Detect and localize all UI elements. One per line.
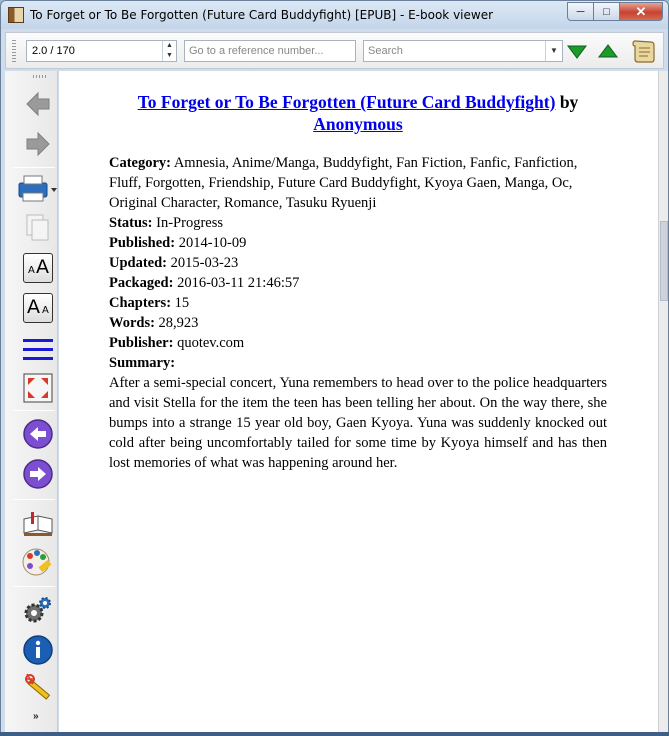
search-combobox[interactable] bbox=[363, 40, 563, 62]
font-small-glyph: A bbox=[42, 305, 49, 316]
fullscreen-icon[interactable] bbox=[21, 371, 55, 405]
metadata-row bbox=[109, 253, 607, 273]
more-icon[interactable]: » bbox=[33, 711, 39, 722]
font-small-glyph: A bbox=[28, 265, 35, 276]
table-of-contents-icon[interactable] bbox=[21, 333, 55, 367]
by-text: by bbox=[555, 92, 579, 112]
title-bar[interactable] bbox=[1, 1, 668, 29]
reference-input[interactable]: Go to a reference number... bbox=[184, 40, 356, 62]
metadata-label: Packaged: bbox=[109, 275, 174, 291]
book-content-view[interactable] bbox=[59, 71, 658, 733]
scrollbar-thumb[interactable] bbox=[660, 221, 668, 301]
font-large-glyph: A bbox=[36, 256, 49, 278]
metadata-value: quotev.com bbox=[173, 335, 245, 351]
metadata-value: 2014-10-09 bbox=[175, 235, 247, 251]
metadata-row bbox=[109, 233, 607, 253]
taskbar bbox=[0, 732, 669, 736]
metadata-value: 2015-03-23 bbox=[167, 255, 239, 271]
next-page-icon[interactable] bbox=[21, 457, 55, 491]
metadata-value: 2016-03-11 21:46:57 bbox=[173, 275, 300, 291]
previous-page-icon[interactable] bbox=[21, 417, 55, 451]
window-controls bbox=[567, 2, 663, 21]
summary-label-text: Summary: bbox=[109, 355, 176, 371]
preferences-icon[interactable] bbox=[21, 593, 55, 627]
sidebar-grip[interactable] bbox=[33, 75, 47, 78]
book-title-heading bbox=[109, 91, 607, 135]
reference-mode-icon[interactable] bbox=[21, 671, 55, 705]
find-next-down-icon[interactable] bbox=[566, 41, 588, 61]
metadata-label: Status: bbox=[109, 215, 153, 231]
font-larger-icon[interactable] bbox=[21, 251, 55, 285]
metadata-row bbox=[109, 333, 607, 353]
font-smaller-icon[interactable] bbox=[21, 291, 55, 325]
find-previous-up-icon[interactable] bbox=[597, 41, 619, 61]
spin-arrows[interactable] bbox=[162, 41, 176, 61]
sidebar-separator bbox=[13, 499, 55, 500]
forward-icon[interactable] bbox=[21, 127, 55, 161]
spin-up-icon[interactable]: ▲ bbox=[166, 42, 173, 49]
sidebar-separator bbox=[13, 410, 55, 411]
metadata-row bbox=[109, 213, 607, 233]
table-of-contents-scroll-icon[interactable] bbox=[630, 37, 656, 65]
position-spinbox[interactable] bbox=[26, 40, 177, 62]
back-icon[interactable] bbox=[21, 87, 55, 121]
metadata-row bbox=[109, 153, 607, 213]
close-button[interactable]: ✕ bbox=[620, 2, 663, 21]
search-input[interactable]: Search bbox=[368, 45, 403, 57]
info-icon[interactable] bbox=[21, 633, 55, 667]
print-icon[interactable] bbox=[15, 171, 61, 205]
summary-label bbox=[109, 353, 607, 373]
metadata-value: Amnesia, Anime/Manga, Buddyfight, Fan Fiction, Fanfic, Fanfiction, Fluff, Forgotten, Friendship, Future Card Buddyfight, Kyoya Gaen, Manga, Oc, Original Character, Romance, Tasuku Ryuenji bbox=[109, 155, 578, 211]
metadata-label: Updated: bbox=[109, 255, 168, 271]
position-value: 2.0 / 170 bbox=[32, 45, 75, 57]
left-toolbar bbox=[5, 71, 58, 733]
search-dropdown-icon[interactable]: ▼ bbox=[545, 41, 562, 61]
spin-down-icon[interactable]: ▼ bbox=[166, 52, 173, 59]
book-document bbox=[109, 91, 607, 473]
author-link[interactable]: Anonymous bbox=[313, 114, 403, 134]
metadata-row bbox=[109, 273, 607, 293]
metadata-label: Publisher: bbox=[109, 335, 174, 351]
bookmarks-icon[interactable] bbox=[21, 507, 55, 541]
top-toolbar bbox=[5, 32, 664, 69]
window-title: To Forget or To Be Forgotten (Future Card Buddyfight) [EPUB] - E-book viewer bbox=[30, 8, 494, 22]
theme-icon[interactable] bbox=[21, 545, 55, 579]
app-book-icon bbox=[8, 7, 24, 23]
summary-text: After a semi-special concert, Yuna remembers to head over to the police headquarters and visit Stella for the item the teen has been telling her about. On the way there, she bumps into a strange 15 year old boy, Gaen Kyoya. Yuna was suddenly knocked out cold after being uncomfortably tailed for some time by Kyoya himself and has then lost memories of what was happening around her. bbox=[109, 375, 607, 471]
metadata-value: 15 bbox=[171, 295, 190, 311]
metadata-label: Words: bbox=[109, 315, 155, 331]
copy-icon[interactable] bbox=[21, 211, 55, 245]
minimize-button[interactable]: ─ bbox=[567, 2, 594, 21]
metadata-value: In-Progress bbox=[152, 215, 223, 231]
sidebar-separator bbox=[13, 167, 55, 168]
metadata-label: Published: bbox=[109, 235, 176, 251]
sidebar-separator bbox=[13, 586, 55, 587]
metadata-label: Category: bbox=[109, 155, 172, 171]
metadata-label: Chapters: bbox=[109, 295, 172, 311]
maximize-button[interactable]: □ bbox=[594, 2, 620, 21]
font-large-glyph: A bbox=[27, 296, 40, 318]
book-title-link[interactable]: To Forget or To Be Forgotten (Future Card Buddyfight) bbox=[137, 92, 556, 112]
metadata-row bbox=[109, 313, 607, 333]
metadata-value: 28,923 bbox=[154, 315, 199, 331]
metadata-row bbox=[109, 293, 607, 313]
vertical-scrollbar[interactable] bbox=[658, 71, 668, 733]
toolbar-grip[interactable] bbox=[12, 40, 16, 62]
